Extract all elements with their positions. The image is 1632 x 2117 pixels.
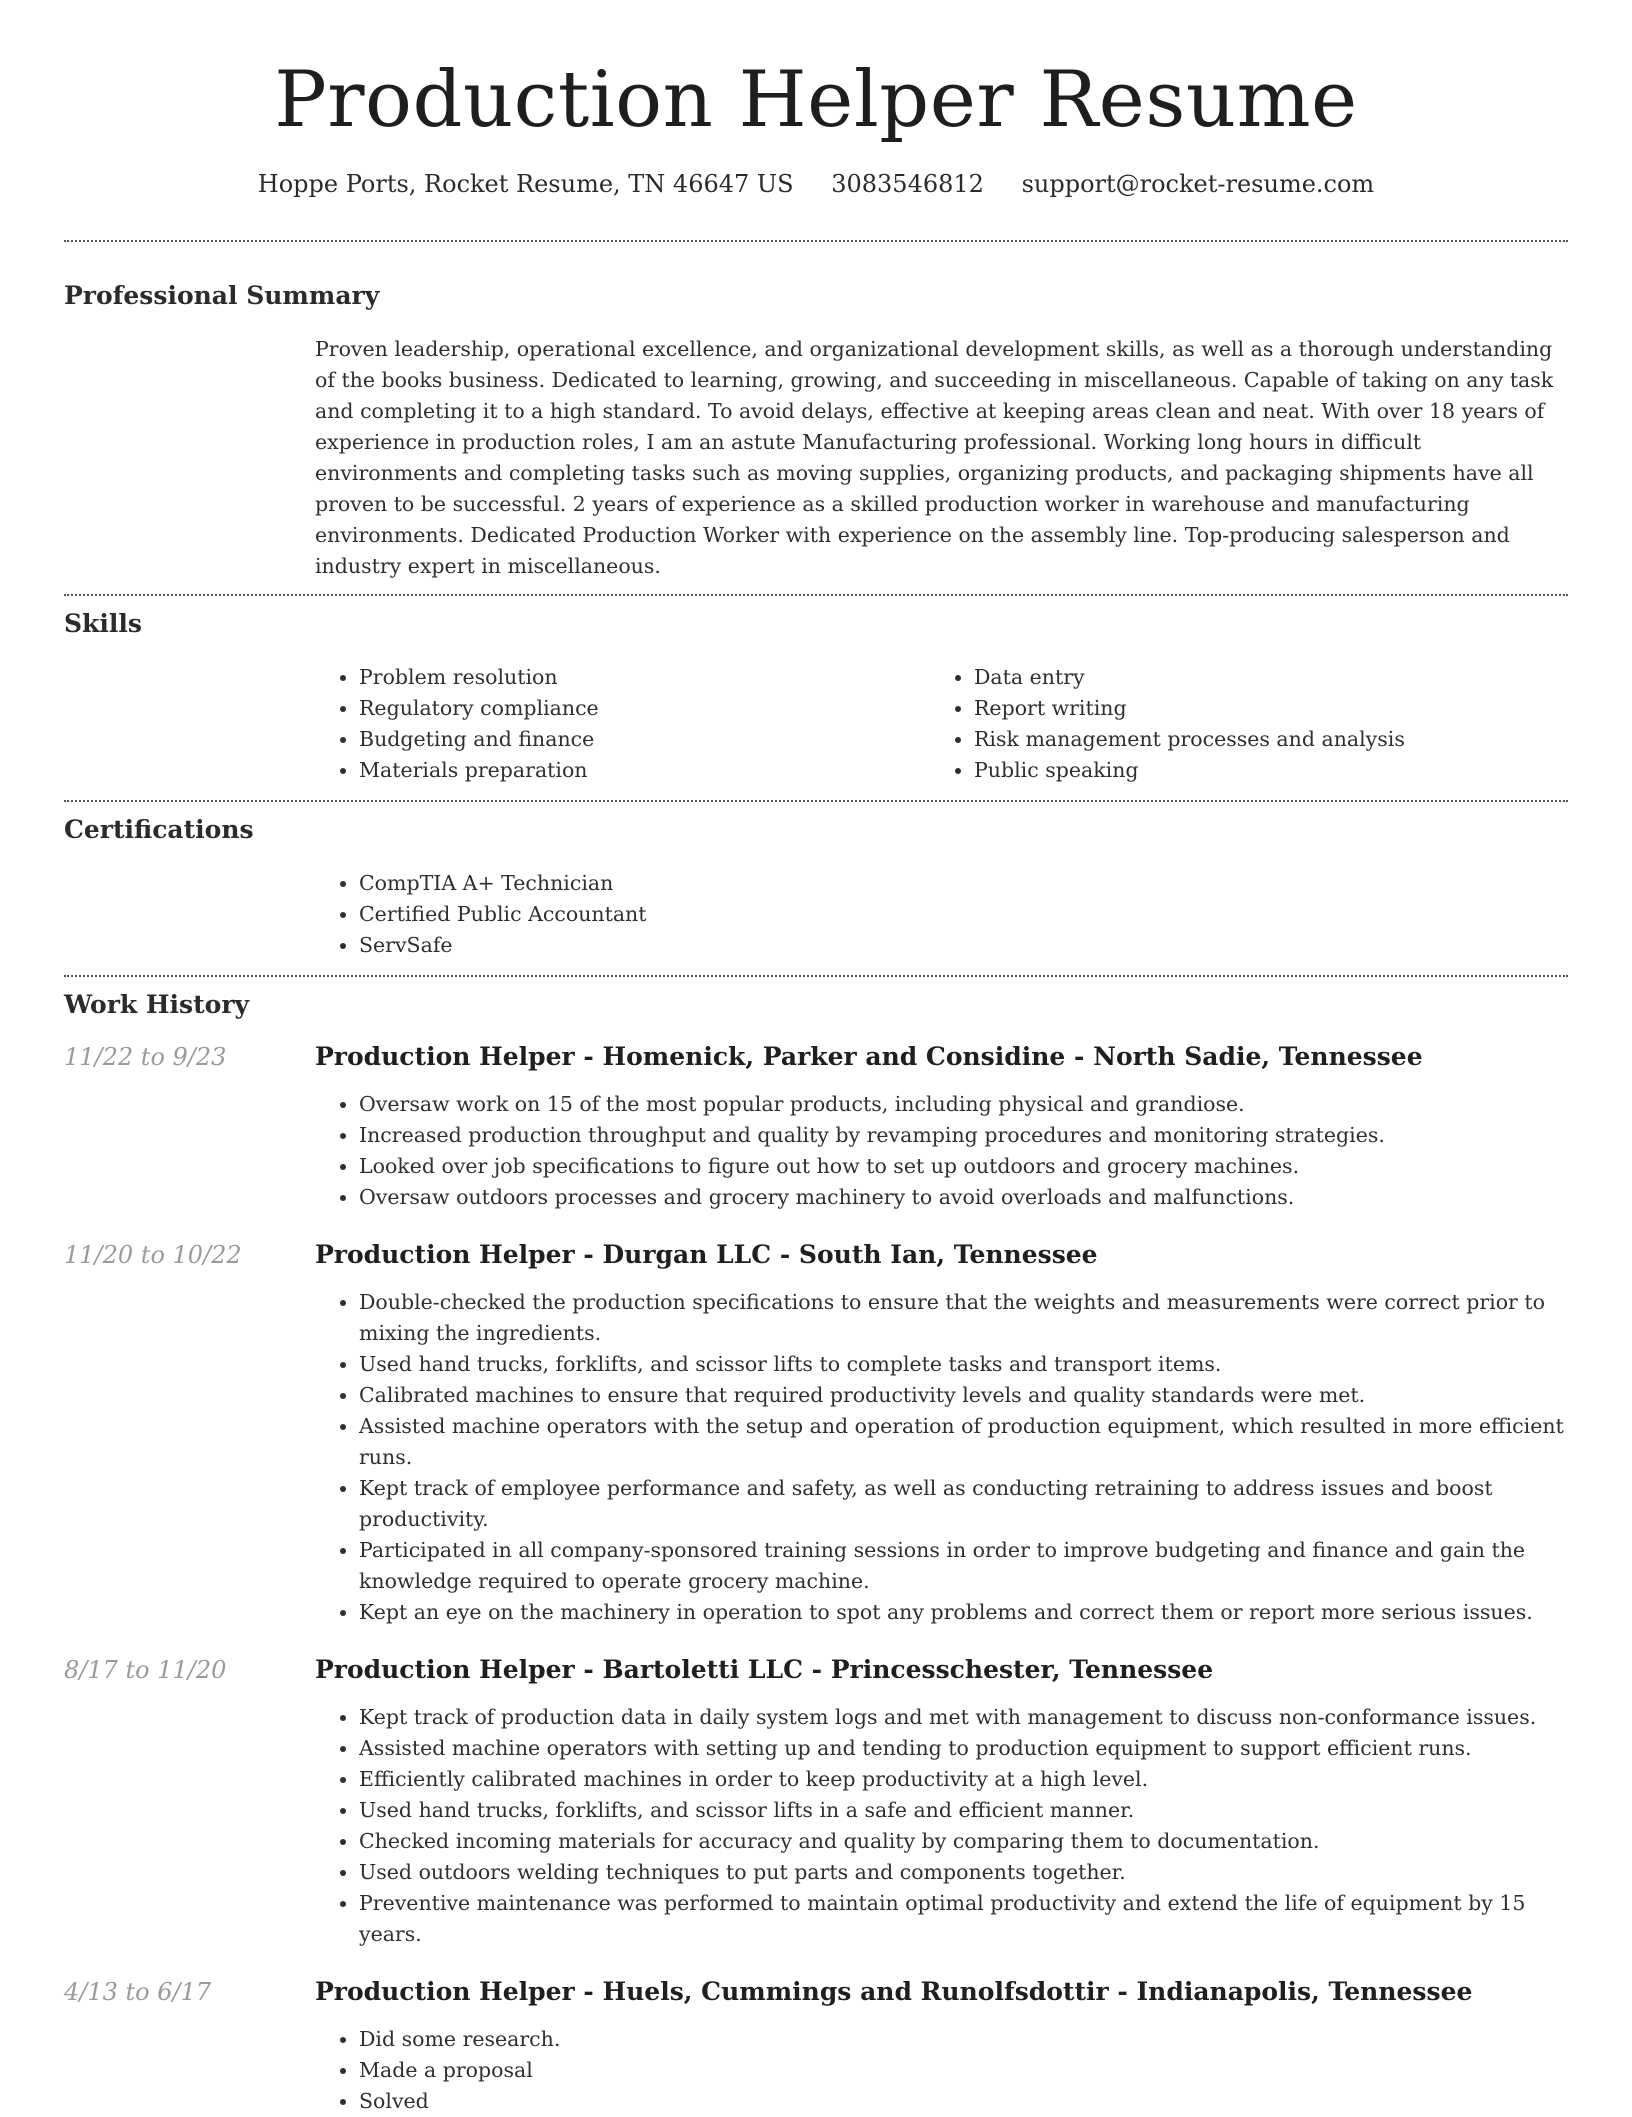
skills-heading: Skills (64, 609, 142, 638)
job-bullet: • Kept track of employee performance and safety, as well as conducting retraining to address issues and boost productivity. (359, 1473, 1568, 1535)
job-bullet: • Used outdoors welding techniques to put parts and components together. (359, 1857, 1568, 1888)
contact-phone: 3083546812 (831, 170, 984, 198)
section-divider (64, 240, 1568, 242)
job-bullet: • Participated in all company-sponsored training sessions in order to improve budgeting and finance and gain the knowledge required to operate grocery machine. (359, 1535, 1568, 1597)
summary-heading: Professional Summary (64, 281, 380, 310)
skill-item: • Regulatory compliance (359, 693, 930, 724)
resume-title: Production Helper Resume (274, 55, 1358, 145)
job-bullet: • Calibrated machines to ensure that required productivity levels and quality standards were met. (359, 1380, 1568, 1411)
job-bullet: • Made a proposal (359, 2055, 1568, 2086)
section-divider (64, 594, 1568, 596)
job-bullet: • Checked incoming materials for accuracy and quality by comparing them to documentation. (359, 1826, 1568, 1857)
job-bullet: • Used hand trucks, forklifts, and scissor lifts to complete tasks and transport items. (359, 1349, 1568, 1380)
skills-grid (315, 662, 1568, 786)
job-entry (64, 1041, 1568, 1213)
job-bullet: • Looked over job specifications to figure out how to set up outdoors and grocery machines. (359, 1151, 1568, 1182)
skill-item: • Problem resolution (359, 662, 930, 693)
certification-item: • CompTIA A+ Technician (359, 868, 1568, 899)
skills-column-left (315, 662, 930, 786)
job-details (315, 1976, 1568, 2117)
job-entry (64, 1239, 1568, 1628)
section-divider (64, 800, 1568, 802)
job-bullet: • Assisted machine operators with the setup and operation of production equipment, which resulted in more efficient runs. (359, 1411, 1568, 1473)
job-bullet: • Efficiently calibrated machines in order to keep productivity at a high level. (359, 1764, 1568, 1795)
contact-email: support@rocket-resume.com (1021, 170, 1375, 198)
certifications-heading: Certifications (64, 815, 254, 844)
job-title: Production Helper - Durgan LLC - South Ian, Tennessee (315, 1240, 1098, 1269)
certification-item: • ServSafe (359, 930, 1568, 961)
skill-item: • Report writing (974, 693, 1545, 724)
job-entry (64, 1976, 1568, 2117)
skill-item: • Materials preparation (359, 755, 930, 786)
job-dates: 4/13 to 6/17 (64, 1978, 212, 2006)
certifications-section (64, 814, 1568, 961)
contact-address: Hoppe Ports, Rocket Resume, TN 46647 US (257, 170, 794, 198)
job-bullet: • Kept track of production data in daily system logs and met with management to discuss non-conformance issues. (359, 1702, 1568, 1733)
certification-item: • Certified Public Accountant (359, 899, 1568, 930)
job-details (315, 1654, 1568, 1950)
job-bullet: • Double-checked the production specifications to ensure that the weights and measurements were correct prior to mixing the ingredients. (359, 1287, 1568, 1349)
job-bullet: • Did some research. (359, 2024, 1568, 2055)
job-dates: 11/22 to 9/23 (64, 1043, 227, 1071)
job-bullet: • Kept an eye on the machinery in operation to spot any problems and correct them or report more serious issues. (359, 1597, 1568, 1628)
job-bullet: • Solved (359, 2086, 1568, 2117)
job-bullet: • Increased production throughput and quality by revamping procedures and monitoring strategies. (359, 1120, 1568, 1151)
skill-item: • Budgeting and finance (359, 724, 930, 755)
certifications-list (315, 868, 1568, 961)
skills-section (64, 608, 1568, 786)
job-bullet: • Assisted machine operators with setting up and tending to production equipment to support efficient runs. (359, 1733, 1568, 1764)
job-title: Production Helper - Bartoletti LLC - Princesschester, Tennessee (315, 1655, 1214, 1684)
summary-text: Proven leadership, operational excellence, and organizational development skills, as well as a thorough understanding of the books business. Dedicated to learning, growing, and succeeding in miscellaneous. Capable of taking on any task and completing it to a high standard. To avoid delays, effective at keeping areas clean and neat. With over 18 years of experience in production roles, I am an astute Manufacturing professional. Working long hours in difficult environments and completing tasks such as moving supplies, organizing products, and packaging shipments have all proven to be successful. 2 years of experience as a skilled production worker in warehouse and manufacturing environments. Dedicated Production Worker with experience on the assembly line. Top-producing salesperson and industry expert in miscellaneous. (315, 337, 1554, 578)
job-title: Production Helper - Huels, Cummings and Runolfsdottir - Indianapolis, Tennessee (315, 1977, 1473, 2006)
skill-item: • Data entry (974, 662, 1545, 693)
job-dates: 11/20 to 10/22 (64, 1241, 242, 1269)
work-history-section (64, 989, 1568, 2117)
resume-page (64, 0, 1568, 2117)
skill-item: • Public speaking (974, 755, 1545, 786)
job-details (315, 1041, 1568, 1213)
contact-line (64, 168, 1568, 200)
job-entry (64, 1654, 1568, 1950)
job-bullet: • Used hand trucks, forklifts, and scissor lifts in a safe and efficient manner. (359, 1795, 1568, 1826)
job-details (315, 1239, 1568, 1628)
job-bullet: • Oversaw work on 15 of the most popular products, including physical and grandiose. (359, 1089, 1568, 1120)
skill-item: • Risk management processes and analysis (974, 724, 1545, 755)
job-dates: 8/17 to 11/20 (64, 1656, 227, 1684)
job-bullet: • Preventive maintenance was performed to maintain optimal productivity and extend the life of equipment by 15 years. (359, 1888, 1568, 1950)
section-divider (64, 975, 1568, 977)
job-bullet: • Oversaw outdoors processes and grocery machinery to avoid overloads and malfunctions. (359, 1182, 1568, 1213)
summary-section (64, 280, 1568, 582)
work-history-heading: Work History (64, 990, 250, 1019)
job-title: Production Helper - Homenick, Parker and Considine - North Sadie, Tennessee (315, 1042, 1423, 1071)
skills-column-right (930, 662, 1545, 786)
